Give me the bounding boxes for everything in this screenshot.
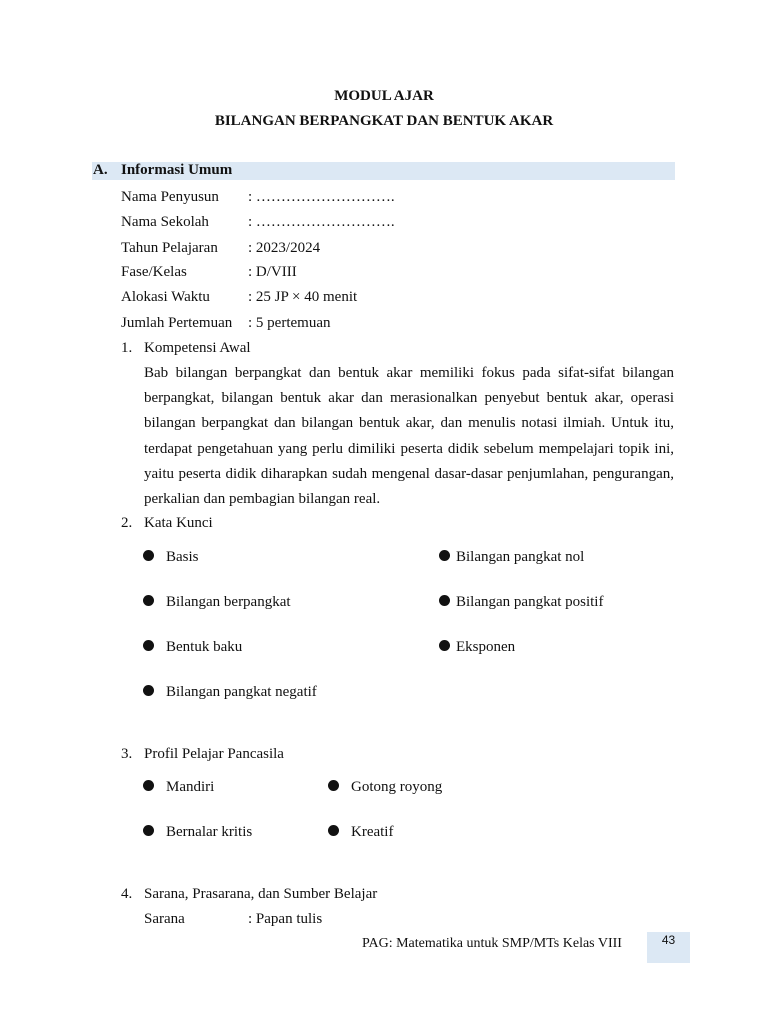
info-label-pertemuan: Jumlah Pertemuan (121, 315, 233, 331)
kompetensi-heading: Kompetensi Awal (144, 340, 251, 356)
kata-kunci-heading: Kata Kunci (144, 515, 213, 531)
profil-item: Kreatif (328, 824, 393, 841)
info-value-sekolah: : ………………………. (248, 214, 395, 230)
list-number-3: 3. (121, 746, 133, 762)
bullet-icon (439, 595, 450, 606)
info-label-fase: Fase/Kelas (121, 264, 187, 280)
bullet-icon (328, 780, 339, 791)
keyword-item: Basis (143, 549, 199, 566)
keyword-item: Bilangan pangkat negatif (143, 684, 317, 701)
profil-item: Mandiri (143, 779, 214, 796)
info-label-penyusun: Nama Penyusun (121, 189, 219, 205)
bullet-icon (143, 825, 154, 836)
bullet-icon (143, 685, 154, 696)
info-label-tahun: Tahun Pelajaran (121, 240, 218, 256)
sarana-value: : Papan tulis (248, 911, 323, 927)
bullet-icon (328, 825, 339, 836)
list-number-1: 1. (121, 340, 133, 356)
bullet-icon (439, 640, 450, 651)
info-value-tahun: : 2023/2024 (248, 240, 321, 256)
sarana-heading: Sarana, Prasarana, dan Sumber Belajar (144, 886, 378, 902)
info-value-pertemuan: : 5 pertemuan (248, 315, 331, 331)
kompetensi-paragraph: Bab bilangan berpangkat dan bentuk akar memiliki fokus pada sifat-sifat bilangan berpangkat, bilangan bentuk akar dan merasionalkan penyebut bentuk akar, operasi bilangan berpangkat dan bilangan bentuk akar, dan menulis notasi ilmiah. Untuk itu, terdapat pengetahuan yang perlu dimiliki peserta didik sebelum mempelajari topik ini, yaitu peserta didik diharapkan sudah mengenal dasar-dasar penjumlahan, pengurangan, perkalian dan pembagian bilangan real. (144, 365, 674, 508)
keyword-item: Bilangan pangkat positif (439, 594, 603, 611)
sarana-label: Sarana (144, 911, 185, 927)
keyword-item: Eksponen (439, 639, 515, 656)
info-value-penyusun: : ………………………. (248, 189, 395, 205)
info-label-sekolah: Nama Sekolah (121, 214, 209, 230)
bullet-icon (143, 595, 154, 606)
document-subtitle: BILANGAN BERPANGKAT DAN BENTUK AKAR (214, 113, 554, 129)
keyword-item: Bilangan pangkat nol (439, 549, 584, 566)
bullet-icon (439, 550, 450, 561)
section-title: Informasi Umum (121, 162, 233, 178)
bullet-icon (143, 640, 154, 651)
bullet-icon (143, 550, 154, 561)
profil-item: Bernalar kritis (143, 824, 252, 841)
info-value-alokasi: : 25 JP × 40 menit (248, 289, 358, 305)
list-number-4: 4. (121, 886, 133, 902)
profil-item: Gotong royong (328, 779, 442, 796)
keyword-item: Bilangan berpangkat (143, 594, 291, 611)
info-value-fase: : D/VIII (248, 264, 297, 280)
page-number: 43 (661, 933, 676, 947)
footer-text: PAG: Matematika untuk SMP/MTs Kelas VIII (362, 936, 622, 951)
profil-heading: Profil Pelajar Pancasila (144, 746, 284, 762)
info-label-alokasi: Alokasi Waktu (121, 289, 210, 305)
document-title: MODUL AJAR (334, 88, 434, 104)
section-letter: A. (93, 162, 108, 178)
keyword-item: Bentuk baku (143, 639, 242, 656)
list-number-2: 2. (121, 515, 133, 531)
bullet-icon (143, 780, 154, 791)
